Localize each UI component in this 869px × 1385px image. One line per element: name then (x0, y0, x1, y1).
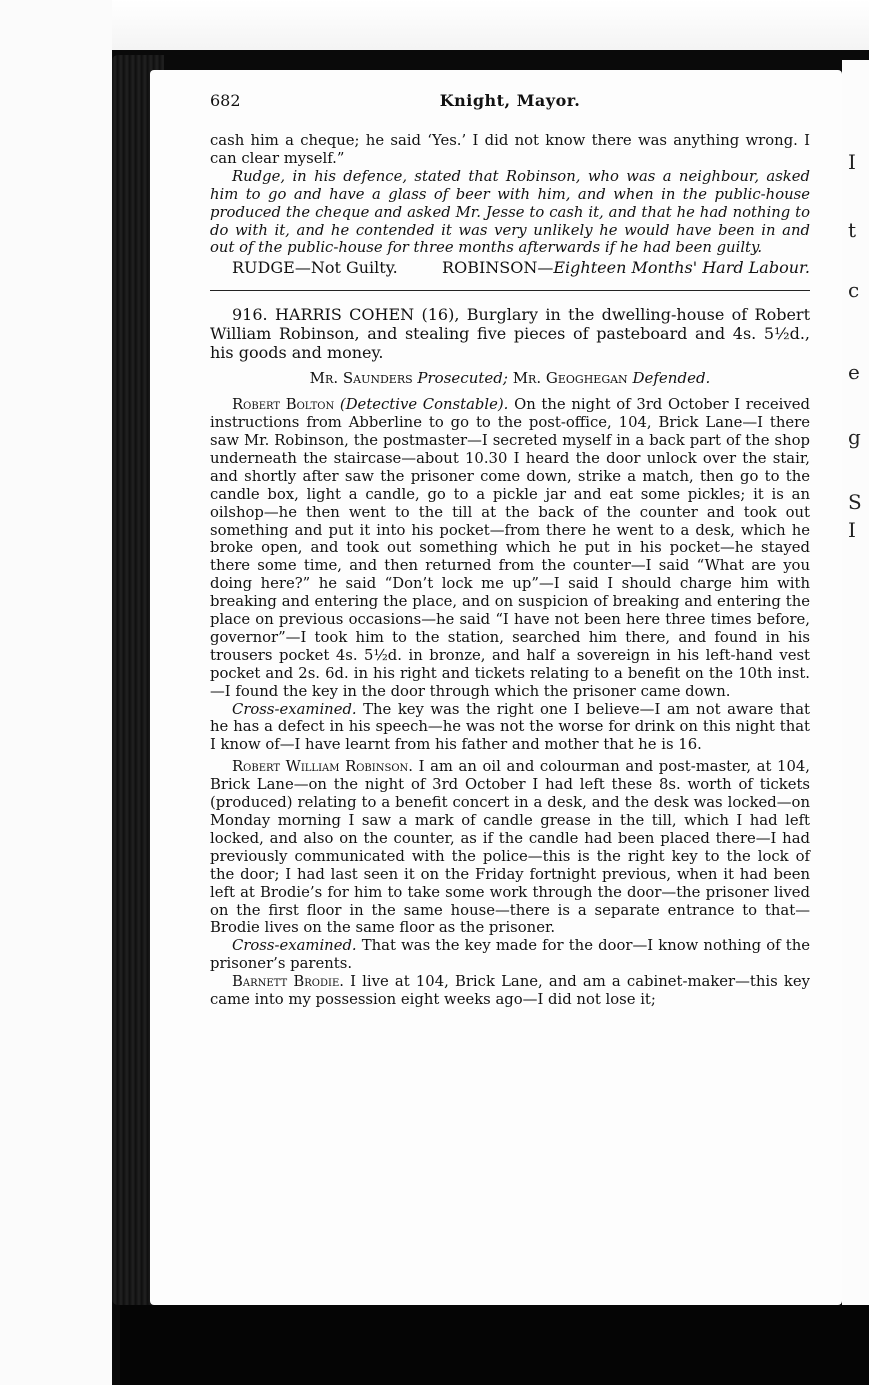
defence-role: Defended. (632, 369, 711, 388)
running-title: Knight, Mayor. (439, 91, 581, 110)
witness-robinson-testimony (210, 758, 810, 937)
prosecution-role: Prosecuted; (417, 369, 508, 388)
facing-letter: e (848, 360, 860, 384)
cross-examination-text: The key was the right one I believe—I am not aware that he has a defect in his speech—he was not the worse for drink on this night that I know of—I have learnt from his father and mother that he is 16. (210, 700, 810, 754)
facing-letter: g (848, 425, 861, 449)
witness-brodie-testimony (210, 973, 810, 1009)
testimony-text: I live at 104, Brick Lane, and am a cabinet-maker—this key came into my possession eight weeks ago—I did not lose it; (210, 973, 810, 1009)
facing-letter: I (848, 150, 856, 174)
testimony-text: I am an oil and colourman and post-master, at 104, Brick Lane—on the night of 3rd October I had left these 8s. worth of tickets (produced) relating to a benefit concert in a desk, and the desk was locked—on Monday morning I saw a mark of candle grease in the till, which I had left locked, and also on the counter, as if the candle had been placed there—I had previously communicated with the police—this is the right key to the lock of the door; I had last seen it on the Friday fortnight previous, when it had been left at Brodie’s for him to take some work through the door—the prisoner lived on the first floor in the same house—there is a separate entrance to that—Brodie lives on the same floor as the prisoner. (210, 758, 810, 937)
verdict-line (210, 259, 810, 277)
witness-name: Robert William Robinson. (232, 758, 413, 776)
witness-name: Robert Bolton (232, 396, 335, 414)
facing-letter: S (848, 490, 862, 514)
page-content (210, 92, 810, 1009)
facing-letter: I (848, 518, 856, 542)
testimony-text: On the night of 3rd October I received instructions from Abberline to go to the post-office, 104, Brick Lane—I there saw Mr. Robinson, the postmaster—I secreted myself in a back part of the shop underneath the staircase—about 10.30 I heard the door unlock over the stair, and shortly after saw the prisoner come down, strike a match, then go to the candle box, light a candle, go to a pickle jar and eat some pickles; it is an oilshop—he then went to the till at the back of the counter and took out something and put it into his pocket—from there he went to a desk, which he broke open, and took out something which he put in his pocket—he stayed there some time, and then returned from the counter—I said “What are you doing here?” he said “Don’t lock me up”—I said I should charge him with breaking and entering the place, and on suspicion of breaking and entering the place on previous occasions—he said “I have not been here three times before, governor”—I took him to the station, searched him there, and found in his trousers pocket 4s. 5½d. in bronze, and half a sovereign in his left-hand vest pocket and 2s. 6d. in his right and tickets relating to a benefit on the 10th inst.—I found the key in the door through which the prisoner came down. (210, 396, 810, 700)
witness-bolton-testimony (210, 396, 810, 700)
facing-page-edge (842, 60, 869, 1310)
witness-role: (Detective Constable). (339, 396, 509, 414)
scan-bottom-shadow (120, 1305, 869, 1385)
case-heading: 916. HARRIS COHEN (16), Burglary in the dwelling-house of Robert William Robinson, and stealing five pieces of pasteboard and 4s. 5½d., his goods and money. (210, 305, 810, 363)
facing-letter: t (848, 218, 857, 242)
cross-examination-bolton (210, 701, 810, 755)
scan-left-margin (0, 0, 112, 1385)
scan-top-margin (0, 0, 869, 50)
cross-examination-text: That was the key made for the door—I know nothing of the prisoner’s parents. (210, 937, 810, 973)
cross-examined-label: Cross-examined. (232, 937, 357, 955)
verdict-robinson-name: ROBINSON— (442, 258, 554, 278)
cross-examined-label: Cross-examined. (232, 700, 357, 718)
counsel-line (210, 370, 810, 388)
verdict-robinson (442, 259, 810, 277)
verdict-robinson-sentence: Eighteen Months' Hard Labour. (553, 258, 810, 278)
page-number: 682 (210, 91, 241, 110)
page-header (210, 92, 810, 116)
facing-letter: c (848, 278, 860, 302)
witness-name: Barnett Brodie. (232, 973, 344, 991)
continued-testimony: cash him a cheque; he said ‘Yes.’ I did not know there was anything wrong. I can clear myself.” (210, 132, 810, 167)
prosecution-counsel: Mr. Saunders (309, 369, 413, 388)
verdict-rudge: RUDGE—Not Guilty. (232, 258, 398, 278)
defence-statement: Rudge, in his defence, stated that Robinson, who was a neighbour, asked him to go and have a glass of beer with him, and when in the public-house produced the cheque and asked Mr. Jesse to cash it, and that he had nothing to do with it, and he contended it was very unlikely he would have been in and out of the public-house for three months afterwards if he had been guilty. (210, 167, 810, 257)
defence-counsel: Mr. Geoghegan (512, 369, 628, 388)
cross-examination-robinson (210, 937, 810, 973)
section-divider (210, 290, 810, 291)
